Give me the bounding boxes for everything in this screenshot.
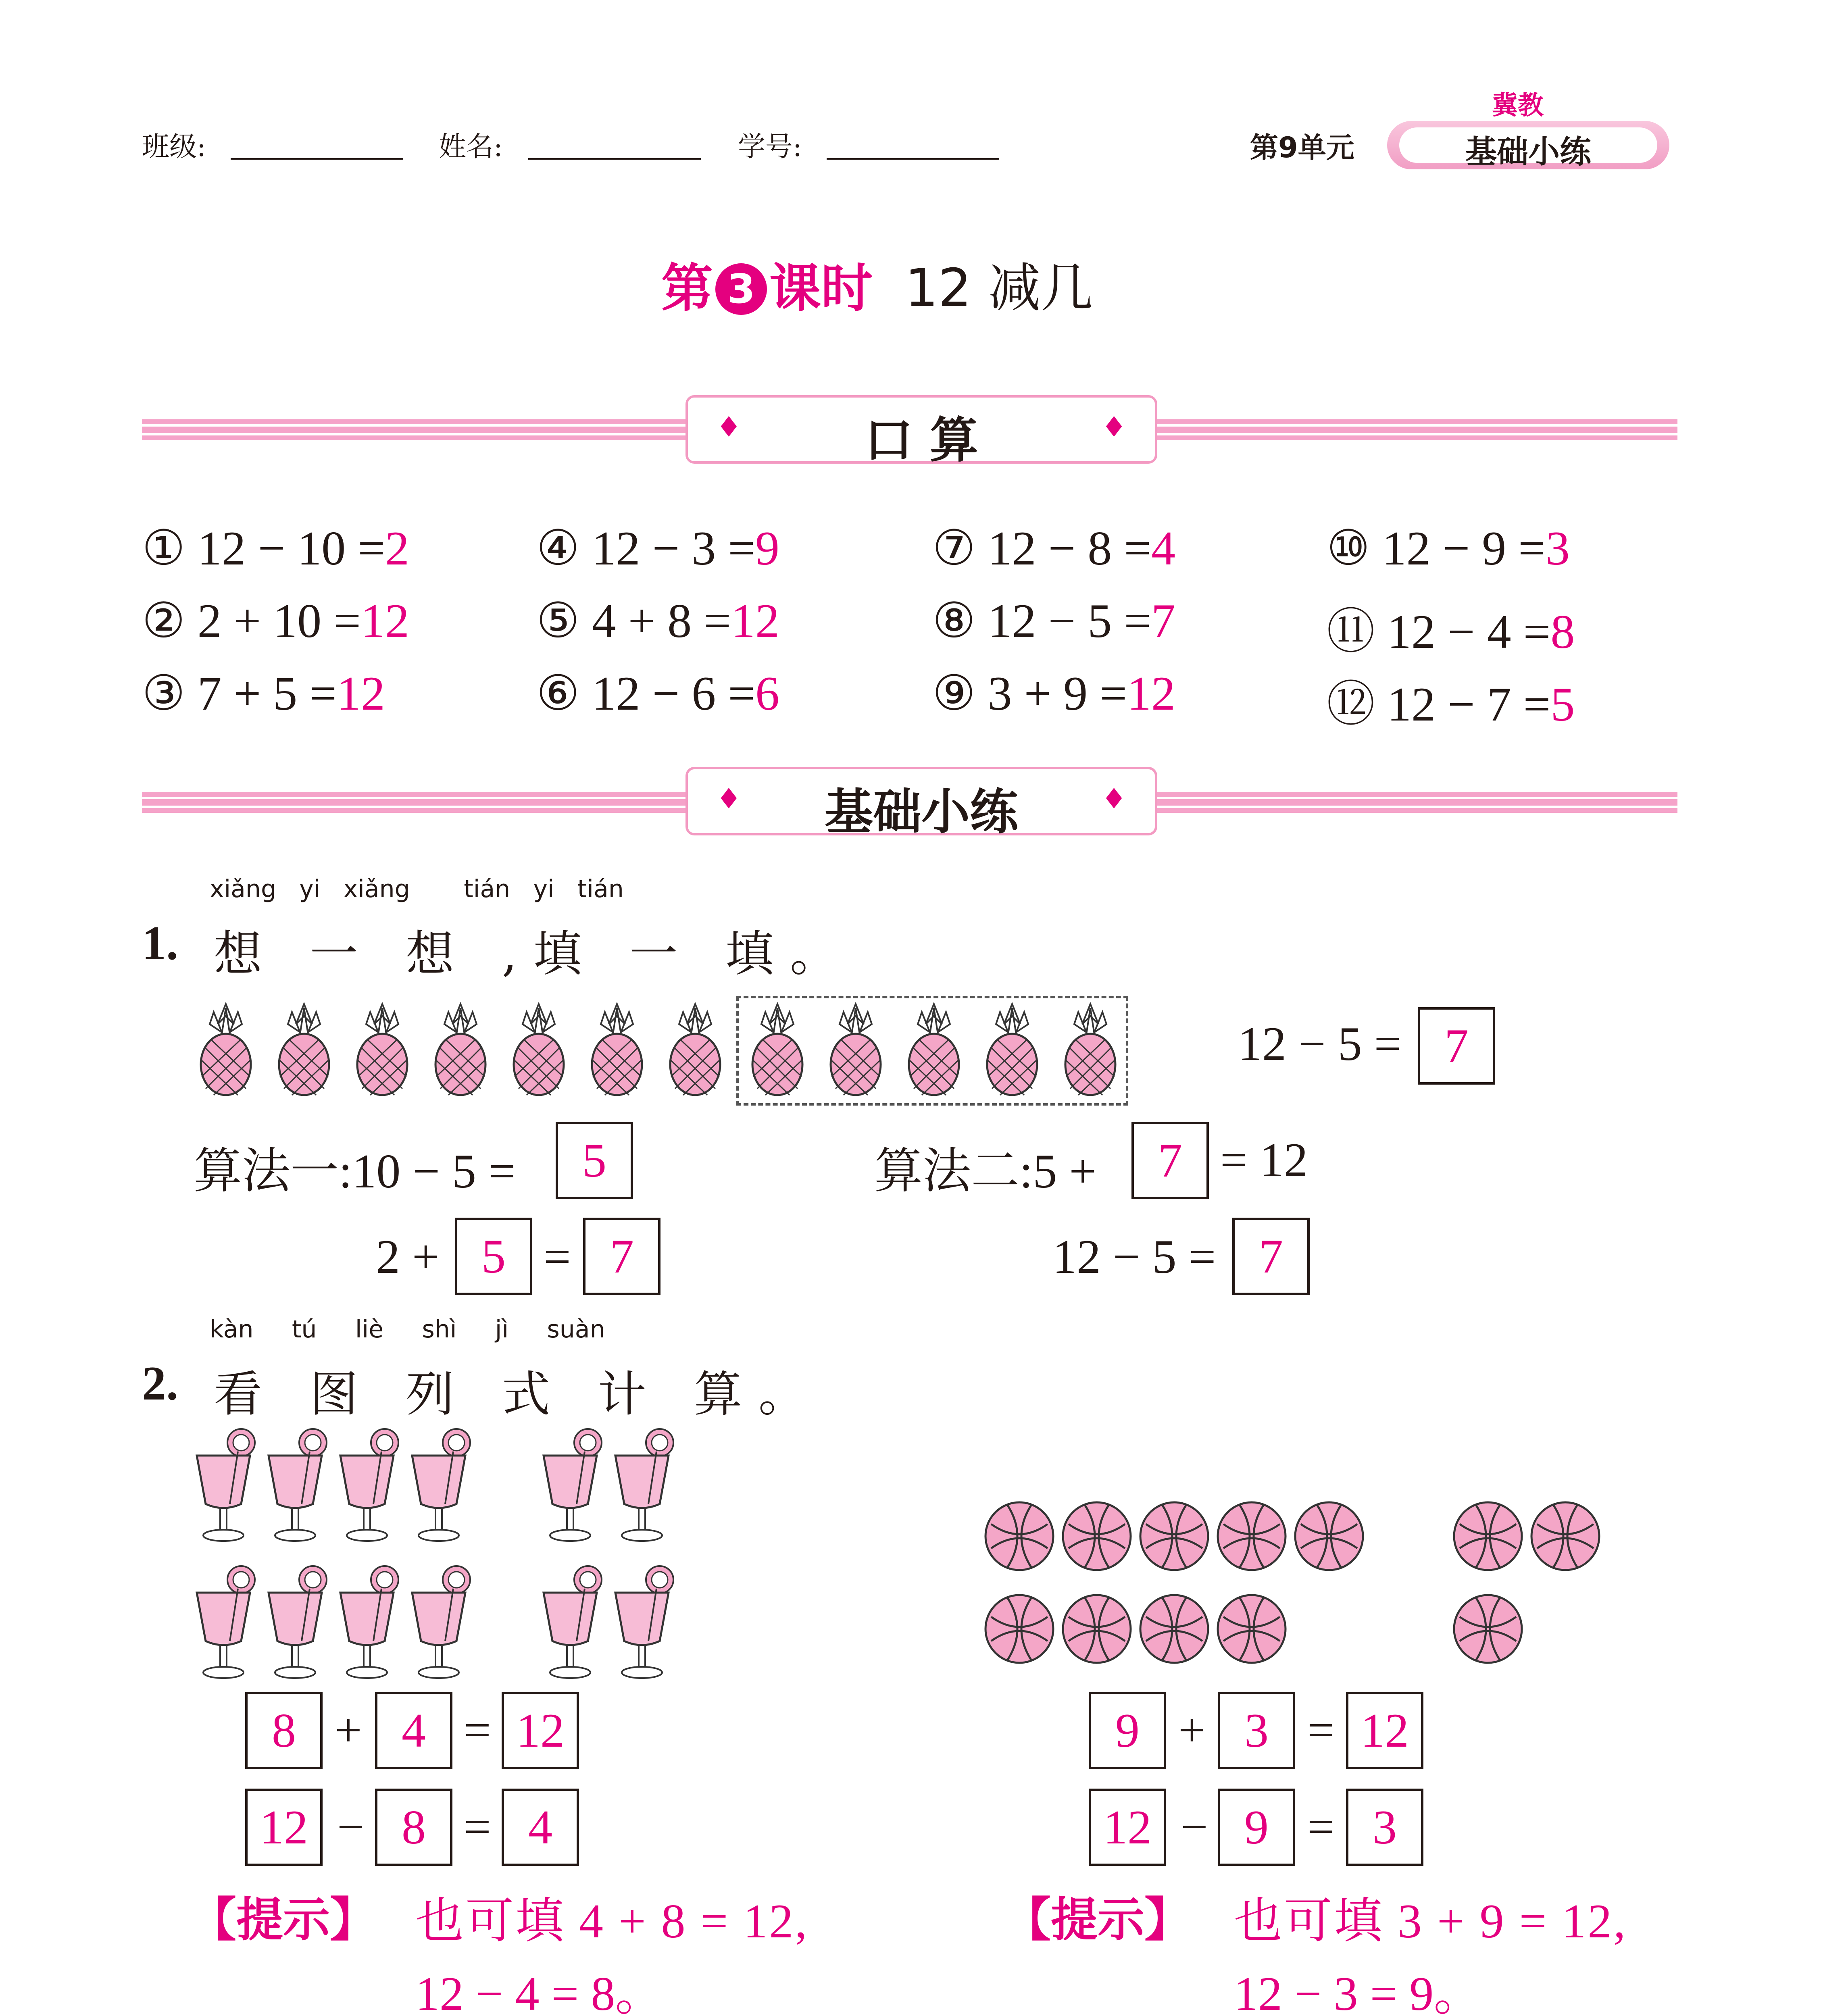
pinyin: liè xyxy=(355,1315,384,1343)
oral-item-answer[interactable]: 2 xyxy=(385,521,409,575)
q1-method1 xyxy=(194,1132,516,1202)
q2-right-op1: + xyxy=(1178,1703,1206,1757)
oral-item xyxy=(142,665,385,721)
oral-item-number: ② xyxy=(142,594,185,648)
oral-item-expr: 12 − 8 = xyxy=(988,521,1151,575)
drink-glass-icon xyxy=(608,1427,677,1550)
q2-right-eq2: = xyxy=(1307,1800,1335,1854)
q2-left-box-d[interactable]: 12 xyxy=(245,1789,323,1866)
oral-item xyxy=(1327,593,1575,662)
oral-item-number: ③ xyxy=(142,666,185,720)
diamond-icon: ♦ xyxy=(716,410,742,444)
id-blank[interactable] xyxy=(827,158,999,160)
oral-item xyxy=(1327,520,1570,576)
q2-left-box-c[interactable]: 12 xyxy=(502,1692,579,1769)
oral-item-expr: 7 + 5 = xyxy=(197,666,337,720)
oral-item-answer[interactable]: 12 xyxy=(336,666,385,720)
oral-item-number: ④ xyxy=(536,521,580,575)
oral-item-answer[interactable]: 6 xyxy=(755,666,779,720)
oral-item-expr: 12 − 6 = xyxy=(592,666,755,720)
section1-banner xyxy=(685,395,1157,469)
q2-right-box-a[interactable]: 9 xyxy=(1089,1692,1166,1769)
name-label: 姓名: xyxy=(439,131,503,163)
pinyin: tián xyxy=(577,875,624,903)
ball-icon xyxy=(1452,1593,1524,1667)
brand-top: 冀教 xyxy=(1492,91,1544,121)
oral-item xyxy=(536,593,779,649)
drink-glass-icon xyxy=(333,1427,402,1550)
q2-hint-right-1: 也可填 3 + 9 = 12, xyxy=(1234,1894,1627,1948)
q2-left-box-b[interactable]: 4 xyxy=(375,1692,452,1769)
drink-glass-icon xyxy=(405,1427,473,1550)
dashed-selection xyxy=(736,996,1128,1106)
oral-item-number: ⑧ xyxy=(932,594,976,648)
oral-item-number: ⑪ xyxy=(1327,605,1375,658)
oral-item xyxy=(1327,665,1575,735)
q1-pinyin xyxy=(210,875,624,903)
oral-item-expr: 3 + 9 = xyxy=(988,666,1127,720)
oral-item-number: ⑥ xyxy=(536,666,580,720)
oral-item-answer[interactable]: 5 xyxy=(1550,677,1575,731)
q2-hint-right-2: 12 − 3 = 9。 xyxy=(1234,1967,1482,2016)
oral-item xyxy=(932,520,1175,576)
oral-item-number: ⑦ xyxy=(932,521,976,575)
ball-icon xyxy=(983,1593,1056,1667)
q1-method2b-box[interactable]: 7 xyxy=(1232,1218,1310,1295)
method1-label: 算法一: xyxy=(194,1144,352,1198)
pineapple-icon xyxy=(268,1000,340,1098)
oral-item-expr: 12 − 9 = xyxy=(1382,521,1546,575)
oral-item-answer[interactable]: 4 xyxy=(1151,521,1175,575)
q1-main-expr: 12 − 5 = xyxy=(1238,1017,1402,1070)
drink-glass-icon xyxy=(190,1564,258,1687)
drink-glass-icon xyxy=(536,1564,605,1687)
q1-method2-box[interactable]: 7 xyxy=(1131,1122,1209,1199)
q1-title xyxy=(214,915,854,985)
lesson-prefix: 第 xyxy=(661,258,713,319)
pineapple-icon xyxy=(346,1000,419,1098)
brand-text: 基础小练 xyxy=(1465,134,1591,170)
pinyin: jì xyxy=(495,1315,509,1343)
lesson-title xyxy=(661,246,1093,319)
oral-item-number: ⑨ xyxy=(932,666,976,720)
q1-method1b-pre: 2 + xyxy=(376,1230,440,1283)
q2-left-eq1: = xyxy=(464,1703,491,1757)
q1-title-end: 。 xyxy=(790,926,854,982)
pinyin: shì xyxy=(422,1315,457,1343)
q1-method2 xyxy=(874,1132,1096,1202)
q2-left-eq2: = xyxy=(464,1800,491,1854)
oral-item-number: ⑩ xyxy=(1327,521,1370,575)
method1-expr: 10 − 5 = xyxy=(352,1144,516,1198)
oral-item-expr: 12 − 4 = xyxy=(1387,605,1551,658)
q2-right-box-e[interactable]: 9 xyxy=(1218,1789,1295,1866)
pineapple-icon xyxy=(659,1000,731,1098)
drink-glass-icon xyxy=(608,1564,677,1687)
id-label: 学号: xyxy=(738,131,802,163)
method2-label: 算法二: xyxy=(874,1144,1033,1198)
q2-pinyin xyxy=(210,1315,605,1343)
q1-method1b-box-ans[interactable]: 7 xyxy=(583,1218,660,1295)
pinyin: kàn xyxy=(210,1315,254,1343)
q2-right-eq1: = xyxy=(1307,1703,1335,1757)
oral-item-expr: 12 − 7 = xyxy=(1387,677,1551,731)
q2-hint-label-left: 【提示】 xyxy=(190,1893,377,1947)
q2-right-box-f[interactable]: 3 xyxy=(1346,1789,1423,1866)
oral-item xyxy=(536,665,779,721)
class-label: 班级: xyxy=(142,131,206,163)
section2-banner xyxy=(685,767,1157,840)
diamond-icon: ♦ xyxy=(1101,782,1127,815)
q2-left-box-e[interactable]: 8 xyxy=(375,1789,452,1866)
ball-icon xyxy=(1061,1593,1133,1667)
q2-number: 2. xyxy=(142,1356,178,1410)
oral-item xyxy=(932,665,1175,721)
oral-item-number: ① xyxy=(142,521,185,575)
q2-hint-label-right: 【提示】 xyxy=(1004,1893,1191,1947)
q2-title xyxy=(214,1356,823,1425)
ball-icon xyxy=(983,1500,1056,1574)
pinyin: tú xyxy=(292,1315,317,1343)
pineapple-icon xyxy=(502,1000,575,1098)
q2-right-box-d[interactable]: 12 xyxy=(1089,1789,1166,1866)
ball-icon xyxy=(1138,1500,1211,1574)
drink-glass-icon xyxy=(261,1427,330,1550)
lesson-topic: 12 减几 xyxy=(905,257,1093,319)
drink-glass-icon xyxy=(536,1427,605,1550)
oral-item-answer[interactable]: 8 xyxy=(1550,605,1575,658)
q1-title-text: 想 一 想 ,填 一 填 xyxy=(214,926,790,982)
q1-number: 1. xyxy=(142,916,178,970)
q2-hint-left-2: 12 − 4 = 8。 xyxy=(415,1967,664,2016)
pinyin: yi xyxy=(299,875,321,903)
oral-item xyxy=(932,593,1175,649)
q2-left-box-a[interactable]: 8 xyxy=(245,1692,323,1769)
q2-left-op1: + xyxy=(335,1703,362,1757)
q1-method2b-expr: 12 − 5 = xyxy=(1052,1230,1216,1283)
drink-glass-icon xyxy=(261,1564,330,1687)
oral-item-answer[interactable]: 12 xyxy=(360,594,409,648)
pineapple-icon xyxy=(190,1000,262,1098)
q2-right-box-b[interactable]: 3 xyxy=(1218,1692,1295,1769)
ball-icon xyxy=(1452,1500,1524,1574)
pinyin: xiǎng xyxy=(210,875,277,903)
ball-icon xyxy=(1215,1500,1288,1574)
diamond-icon: ♦ xyxy=(716,782,742,815)
oral-item-number: ⑫ xyxy=(1327,677,1375,731)
unit-label: 第9单元 xyxy=(1250,131,1354,164)
oral-item-expr: 4 + 8 = xyxy=(592,594,731,648)
ball-icon xyxy=(1138,1593,1211,1667)
diamond-icon: ♦ xyxy=(1101,410,1127,444)
ball-icon xyxy=(1293,1500,1365,1574)
q1-method1b-eq: = xyxy=(544,1230,571,1283)
ball-icon xyxy=(1215,1593,1288,1667)
pinyin: yi xyxy=(533,875,554,903)
oral-item-answer[interactable]: 3 xyxy=(1545,521,1570,575)
oral-item xyxy=(536,520,779,576)
pinyin: xiǎng xyxy=(343,875,410,903)
oral-item-expr: 2 + 10 = xyxy=(197,594,361,648)
drink-glass-icon xyxy=(405,1564,473,1687)
oral-item-expr: 12 − 3 = xyxy=(592,521,755,575)
q1-main-answer-box[interactable]: 7 xyxy=(1418,1007,1495,1085)
brand-badge xyxy=(1387,121,1669,169)
q2-left-op2: − xyxy=(337,1800,365,1854)
q2-right-box-c[interactable]: 12 xyxy=(1346,1692,1423,1769)
drink-glass-icon xyxy=(333,1564,402,1687)
ball-icon xyxy=(1529,1500,1602,1574)
q1-method1b-box-a[interactable]: 5 xyxy=(455,1218,532,1295)
q2-right-op2: − xyxy=(1181,1800,1208,1854)
class-blank[interactable] xyxy=(231,158,403,160)
drink-glass-icon xyxy=(190,1427,258,1550)
section1-title: 口 算 xyxy=(865,412,978,469)
q2-title-end: 。 xyxy=(758,1366,823,1422)
section2-title: 基础小练 xyxy=(825,784,1018,840)
pineapple-icon xyxy=(424,1000,497,1098)
lesson-number-badge: 3 xyxy=(715,263,767,315)
oral-item-answer[interactable]: 7 xyxy=(1151,594,1175,648)
lesson-suffix: 课时 xyxy=(769,258,873,319)
pineapple-icon xyxy=(581,1000,653,1098)
ball-icon xyxy=(1061,1500,1133,1574)
oral-item-expr: 12 − 5 = xyxy=(988,594,1151,648)
oral-item-expr: 12 − 10 = xyxy=(197,521,385,575)
oral-item-number: ⑤ xyxy=(536,594,580,648)
oral-item-answer[interactable]: 9 xyxy=(755,521,779,575)
oral-item xyxy=(142,593,409,649)
method2-pre: 5 + xyxy=(1033,1144,1097,1198)
oral-item-answer[interactable]: 12 xyxy=(1127,666,1175,720)
oral-item xyxy=(142,520,409,576)
name-blank[interactable] xyxy=(528,158,701,160)
q1-method2-post: = 12 xyxy=(1220,1133,1308,1187)
pinyin: tián xyxy=(464,875,510,903)
q2-hint-left-1: 也可填 4 + 8 = 12, xyxy=(415,1894,809,1948)
q1-method1-answer-box[interactable]: 5 xyxy=(556,1122,633,1199)
q2-title-text: 看 图 列 式 计 算 xyxy=(214,1366,758,1422)
q2-left-box-f[interactable]: 4 xyxy=(502,1789,579,1866)
pinyin: suàn xyxy=(547,1315,605,1343)
oral-item-answer[interactable]: 12 xyxy=(731,594,779,648)
